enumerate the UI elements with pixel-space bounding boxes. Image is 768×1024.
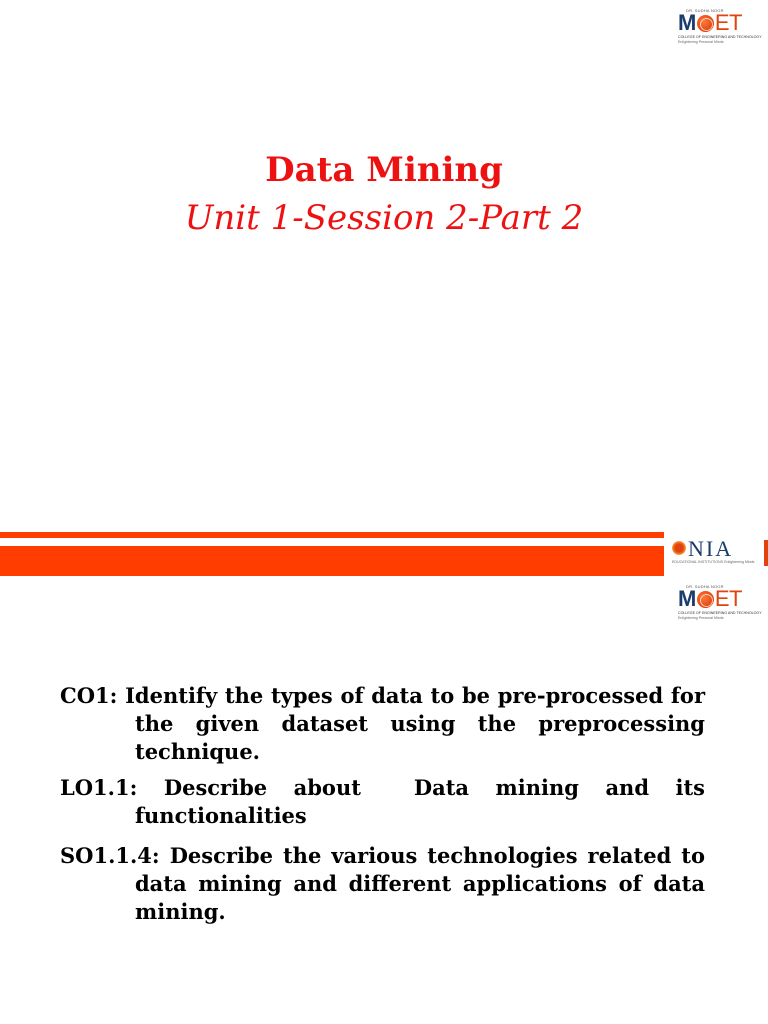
logo-line-1: COLLEGE OF ENGINEERING AND TECHNOLOGY <box>678 35 762 39</box>
logo-small-text: DR. SUDHA NOOR <box>686 584 724 589</box>
objective-code: LO1.1: <box>60 775 138 800</box>
nia-bar <box>764 540 768 566</box>
slide-subtitle: Unit 1-Session 2-Part 2 <box>184 198 584 238</box>
objective-text: Describe the various technologies related to data mining and different applications of data mining. <box>135 843 706 924</box>
mcet-logo-2 <box>676 584 766 624</box>
objective-co1 <box>60 682 705 766</box>
nia-tagline: EDUCATIONAL INSTITUTIONS Enlightening Minds <box>672 560 755 564</box>
objective-lo1-1 <box>60 774 713 830</box>
logo-small-text: DR. SUDHA NOOR <box>686 8 724 13</box>
objective-code: CO1: <box>60 683 118 708</box>
slide-title: Data Mining <box>265 150 503 190</box>
objective-code: SO1.1.4: <box>60 843 160 868</box>
logo-line-2: Enlightening Personal Minds <box>678 616 724 620</box>
mcet-logo <box>676 8 766 48</box>
logo-line-1: COLLEGE OF ENGINEERING AND TECHNOLOGY <box>678 611 762 615</box>
globe-icon <box>697 591 714 608</box>
globe-icon <box>697 15 714 32</box>
logo-line-2: Enlightening Personal Minds <box>678 40 724 44</box>
footer-band-thick <box>0 546 664 576</box>
objective-so1-1-4 <box>60 842 705 926</box>
objective-text: Identify the types of data to be pre-processed for the given dataset using the preprocessing technique. <box>125 683 706 764</box>
logo-mark: M ET <box>678 10 742 35</box>
footer-band-thin <box>0 532 664 538</box>
nia-logo <box>666 538 768 574</box>
objective-text: Describe about Data mining and its functionalities <box>135 775 713 828</box>
sun-icon <box>672 541 686 555</box>
nia-wordmark: NIA <box>688 536 734 561</box>
logo-mark: M ET <box>678 586 742 611</box>
